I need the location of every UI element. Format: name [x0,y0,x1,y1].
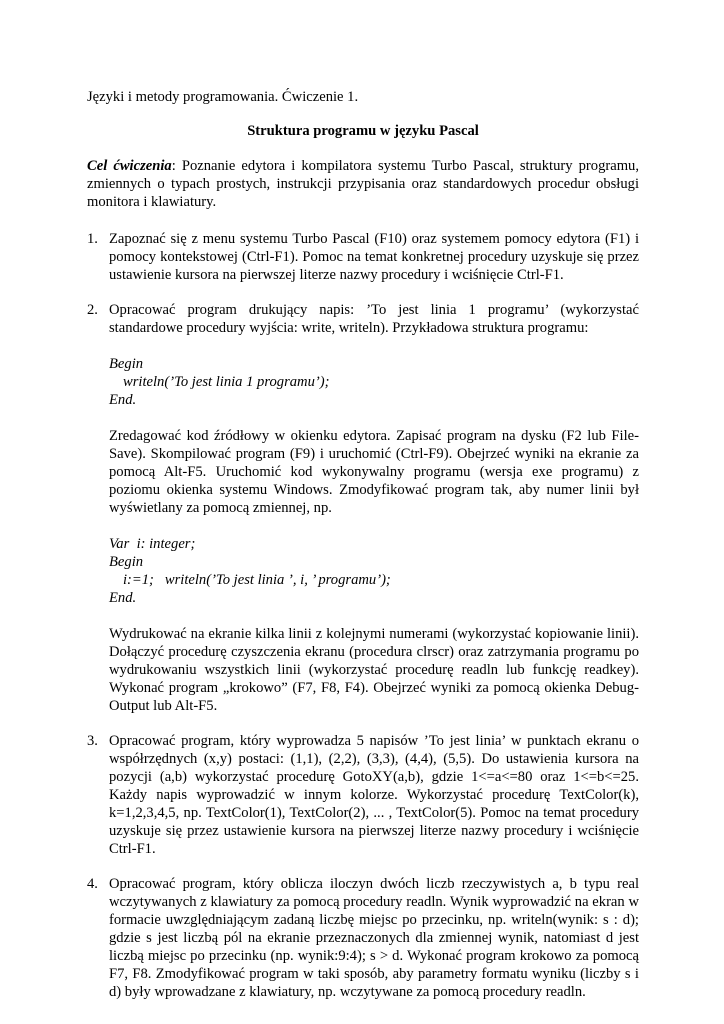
task-intro: Opracować program drukujący napis: ’To jest linia 1 programu’ (wykorzystać standardowe procedury wyjścia: write, writeln). Przykładowa struktura programu: [109,302,639,336]
task-number: 3. [87,733,98,749]
task-number: 4. [87,876,98,892]
code-example-1 [109,355,639,409]
task-item-3 [87,732,639,858]
goal-label: Cel ćwiczenia [87,158,172,174]
code-line: End. [109,590,137,606]
task-text: Opracować program, który oblicza iloczyn dwóch liczb rzeczywistych a, b typu real wczytywanych z klawiatury za pomocą procedury readln. Wynik wyprowadzić na ekran w formacie uwzględniającym zadaną liczbę miejsc po przecinku, np. writeln(wynik: s : d); gdzie s jest liczbą pól na ekranie przeznaczonych dla zmiennej wynik, natomiast d jest liczbą miejsc po przecinku (np. wynik:9:4); s > d. Wykonać program krokowo za pomocą F7, F8. Zmodyfikować program w taki sposób, aby parametry formatu wyniku (liczby s i d) były wprowadzane z klawiatury, np. wczytywane za pomocą procedury readln. [109,876,639,1000]
code-line: Begin [109,554,144,570]
code-line: End. [109,392,137,408]
task-item-2 [87,301,639,715]
document-header: Języki i metody programowania. Ćwiczenie 1. [87,89,359,105]
task-item-4 [87,875,639,1001]
task-text: Opracować program, który wyprowadza 5 napisów ’To jest linia’ w punktach ekranu o współrzędnych (x,y) postaci: (1,1), (2,2), (3,3), (4,4), (5,5). Do ustawienia kursora na pozycji (a,b) wykorzystać procedurę GotoXY(a,b), gdzie 1<=a<=80 oraz 1<=b<=25. Każdy napis wyprowadzić w innym kolorze. Wykorzystać procedurę TextColor(k), k=1,2,3,4,5, np. TextColor(1), TextColor(2), ... , TextColor(5). Pomoc na temat procedury uzyskuje się przez ustawienie kursora na pierwszej literze nazwy procedury i wciśnięcie Ctrl-F1. [109,733,639,857]
task-number: 2. [87,302,98,318]
document-page [87,88,639,1018]
code-example-2 [109,535,639,607]
task-text: Zapoznać się z menu systemu Turbo Pascal (F10) oraz systemem pomocy edytora (F1) i pomocy kontekstowej (Ctrl-F1). Pomoc na temat konkretnej procedury uzyskuje się przez ustawienie kursora na pierwszej literze nazwy procedury i wciśnięcie Ctrl-F1. [109,231,639,283]
document-title: Struktura programu w języku Pascal [247,123,479,139]
task-number: 1. [87,231,98,247]
code-line: Begin [109,356,144,372]
code-line: writeln(’To jest linia 1 programu’); [123,374,330,390]
task-paragraph: Wydrukować na ekranie kilka linii z kolejnymi numerami (wykorzystać kopiowanie linii). Dołączyć procedurę czyszczenia ekranu (procedura clrscr) oraz zatrzymania programu po wydrukowaniu wszystkich linii (wykorzystać procedurę readln lub funkcję readkey). Wykonać program „krokowo” (F7, F8, F4). Obejrzeć wyniki za pomocą okienka Debug-Output lub Alt-F5. [109,626,639,714]
exercise-goal [87,157,639,211]
code-line: Var i: integer; [109,536,196,552]
goal-text: : Poznanie edytora i kompilatora systemu Turbo Pascal, struktury programu, zmiennych o typach prostych, instrukcji przypisania oraz standardowych procedur obsługi monitora i klawiatury. [87,158,639,210]
task-item-1 [87,230,639,284]
code-line: i:=1; writeln(’To jest linia ’, i, ’ programu’); [123,572,391,588]
task-paragraph: Zredagować kod źródłowy w okienku edytora. Zapisać program na dysku (F2 lub File-Save). Skompilować program (F9) i uruchomić (Ctrl-F9). Obejrzeć wyniki na ekranie za pomocą Alt-F5. Uruchomić kod wykonywalny programu (wersja exe programu) z poziomu okienka systemu Windows. Zmodyfikować program tak, aby numer linii był wyświetlany za pomocą zmiennej, np. [109,428,639,516]
